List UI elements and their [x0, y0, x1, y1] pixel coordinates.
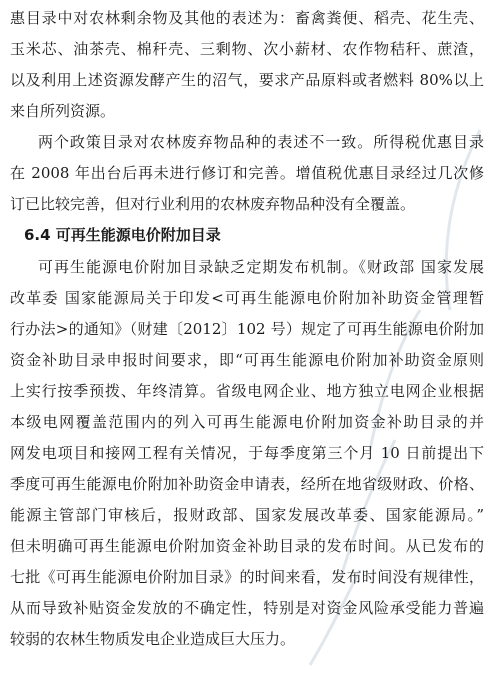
- paragraph-line: 玉米芯、油茶壳、棉秆壳、三剩物、次小薪材、农作物秸秆、蔗渣，: [10, 40, 484, 58]
- paragraph-line: 惠目录中对农林剩余物及其他的表述为：畜禽粪便、稻壳、花生壳、: [10, 9, 484, 27]
- paragraph-line: 在 2008 年出台后再未进行修订和完善。增值税优惠目录经过几次修: [10, 164, 484, 182]
- paragraph-line: 能源主管部门审核后，报财政部、国家发展改革委、国家能源局。”: [10, 506, 484, 524]
- paragraph-line: 但未明确可再生能源电价附加资金补助目录的发布时间。从已发布的: [10, 537, 484, 555]
- paragraph-line: 季度可再生能源电价附加补助资金申请表，经所在地省级财政、价格、: [10, 475, 484, 493]
- paragraph-line: 行办法>的通知》（财建〔2012〕102 号）规定了可再生能源电价附加: [10, 320, 484, 338]
- paragraph-line: 两个政策目录对农林废弃物品种的表述不一致。所得税优惠目录: [38, 133, 484, 151]
- paragraph-line: 改革委 国家能源局关于印发<可再生能源电价附加补助资金管理暂: [10, 289, 484, 307]
- paragraph-line: 订已比较完善，但对行业利用的农林废弃物品种没有全覆盖。: [10, 195, 416, 213]
- paragraph-line: 较弱的农林生物质发电企业造成巨大压力。: [10, 630, 296, 648]
- paragraph-line: 来自所列资源。: [10, 102, 116, 120]
- paragraph-line: 上实行按季预拨、年终清算。省级电网企业、地方独立电网企业根据: [10, 382, 484, 400]
- paragraph-line: 网发电项目和接网工程有关情况，于每季度第三个月 10 日前提出下: [10, 444, 484, 462]
- paragraph-line: 资金补助目录申报时间要求，即“可再生能源电价附加补助资金原则: [10, 351, 484, 369]
- paragraph-line: 以及利用上述资源发酵产生的沼气，要求产品原料或者燃料 80%以上: [10, 71, 484, 89]
- paragraph-line: 本级电网覆盖范围内的列入可再生能源电价附加资金补助目录的并: [10, 413, 484, 431]
- paragraph-line: 可再生能源电价附加目录缺乏定期发布机制。《财政部 国家发展: [38, 258, 484, 276]
- paragraph-line: 从而导致补贴资金发放的不确定性，特别是对资金风险承受能力普遍: [10, 599, 484, 617]
- section-heading: 6.4 可再生能源电价附加目录: [24, 226, 221, 244]
- paragraph-line: 七批《可再生能源电价附加目录》的时间来看，发布时间没有规律性，: [10, 568, 484, 586]
